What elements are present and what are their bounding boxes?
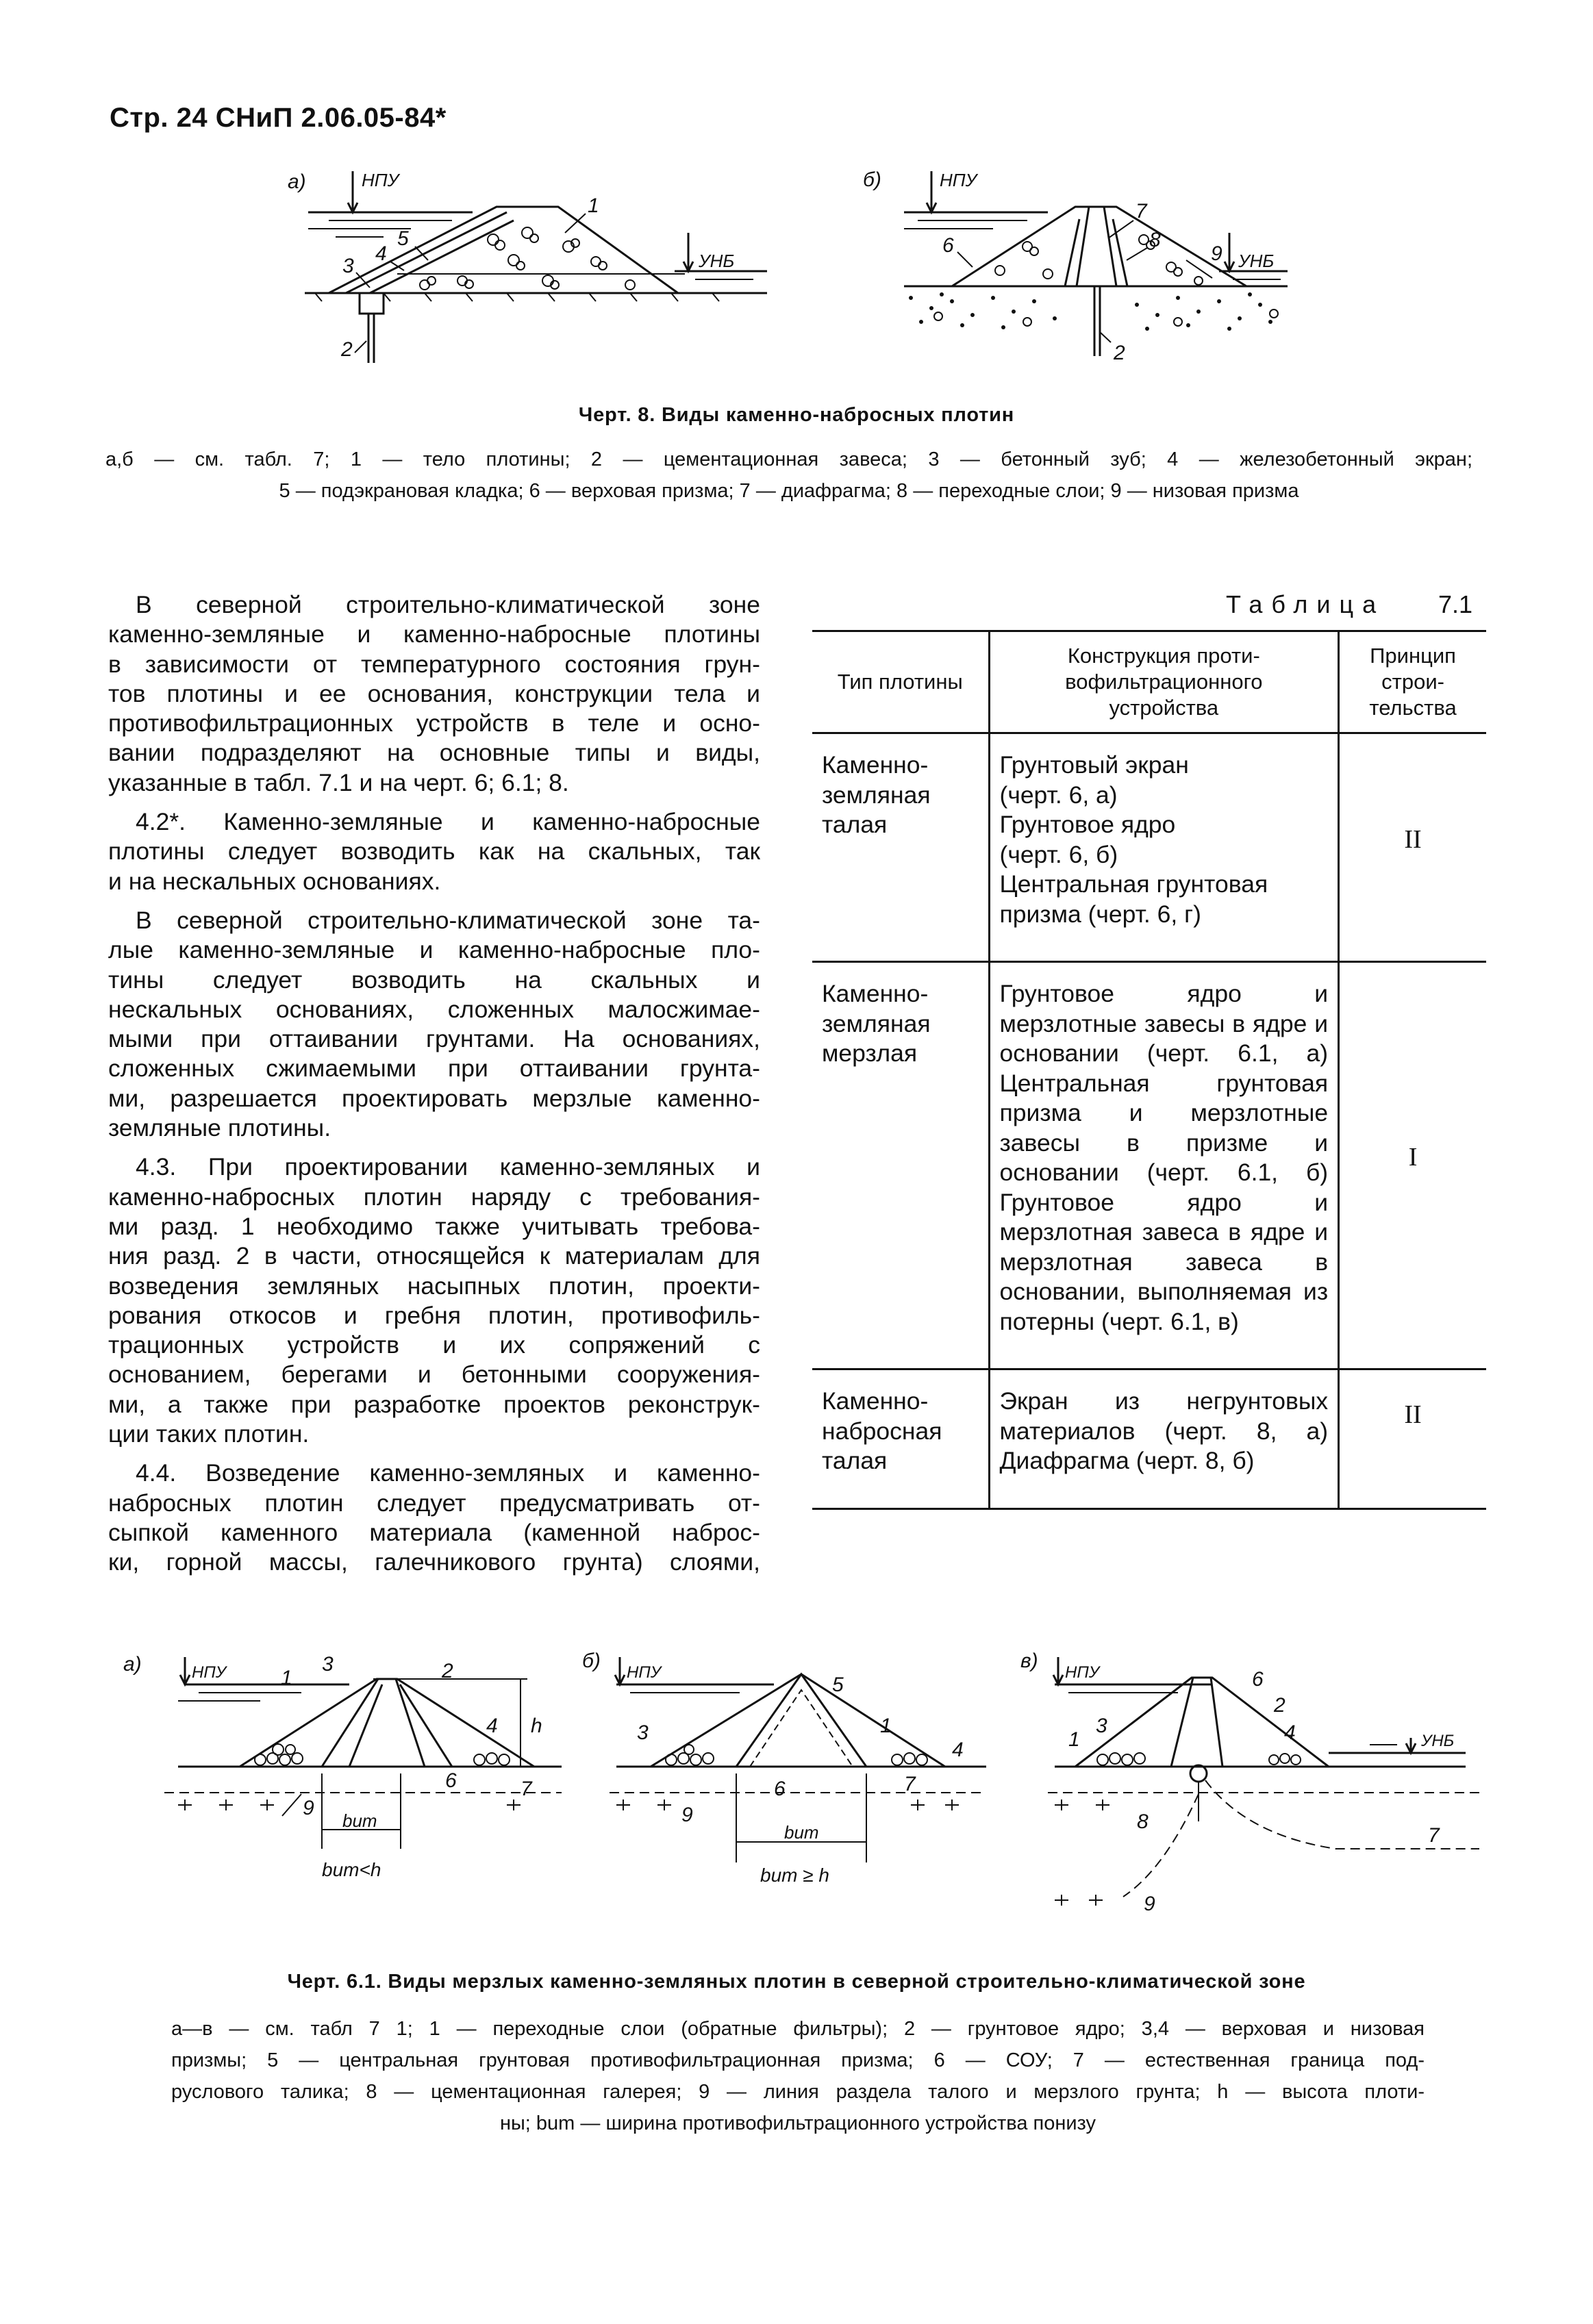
- figure-6-1-title: Черт. 6.1. Виды мерзлых каменно-земляных плотин в северной строительно-климатической зоне: [287, 1971, 1306, 1993]
- figure-6-1-legend-line: а—в — см. табл 7 1; 1 — переходные слои (обратные фильтры); 2 — грунтовое ядро; 3,4 — верховая и низовая: [171, 2018, 1425, 2040]
- figure-8-b-npu: НПУ: [940, 170, 977, 190]
- figure-6-1-c-n6: 6: [1252, 1668, 1264, 1691]
- text-line: земляные плотины.: [108, 1114, 331, 1142]
- figure-8-a-npu: НПУ: [362, 170, 399, 190]
- paragraph-northern-zone: [108, 906, 760, 1143]
- figure-6-1-b-cond: bum ≥ h: [760, 1865, 829, 1886]
- table-header-type: Тип плотины: [812, 631, 989, 733]
- figure-6-1-b-n3: 3: [637, 1721, 649, 1744]
- table-cell-type: Каменно- земляная талая: [812, 733, 989, 962]
- text-line: указанные в табл. 7.1 и на черт. 6; 6.1; 8.: [108, 768, 569, 796]
- figure-6-1-legend-line: призмы; 5 — центральная грунтовая противофильтрационная призма; 6 — СОУ; 7 — естественная граница под-: [171, 2049, 1425, 2071]
- text-line: набросных плотин следует предусматривать от-: [108, 1489, 760, 1517]
- text-line: в зависимости от температурного состояния грун-: [108, 650, 760, 678]
- figure-6-1-c-n1: 1: [1068, 1728, 1080, 1751]
- figure-6-1-drawing: [123, 1643, 1493, 1924]
- table-cell-principle: II: [1339, 1369, 1486, 1509]
- figure-8-a-label: а): [288, 170, 306, 193]
- paragraph-4-2: [108, 807, 760, 896]
- table-header-principle: Принцип строи- тельства: [1339, 631, 1486, 733]
- text-line: каменно-набросных плотин наряду с требования-: [108, 1183, 760, 1211]
- figure-6-1-c-unb: УНБ: [1421, 1732, 1455, 1750]
- text-line: ми, а также при разработке проектов реконструк-: [108, 1390, 760, 1418]
- figure-8-b-n9: 9: [1211, 242, 1222, 265]
- text-line: 4.4. Возведение каменно-земляных и каменно-: [136, 1459, 760, 1487]
- figure-6-1-legend-line: руслового талика; 8 — цементационная галерея; 9 — линия раздела талого и мерзлого грунта; h — высота плоти-: [171, 2081, 1425, 2103]
- table-row: [812, 962, 1486, 1369]
- figure-6-1-a-h: h: [531, 1715, 542, 1737]
- table-cell-construction: Грунтовое ядро и мерзлотные завесы в ядре и основании (черт. 6.1, а) Центральная грунтовая призма и мерзлотные завесы в призме и основании (черт. 6.1, б) Грунтовое ядро и мерзлотная завеса в ядре и мерзлотная завеса в основании, выполняемая из потерны (черт. 6.1, в): [989, 962, 1339, 1369]
- table-cell-construction: Экран из негрунтовых материалов (черт. 8, а) Диафрагма (черт. 8, б): [989, 1369, 1339, 1509]
- figure-6-1-b-label: б): [582, 1650, 601, 1672]
- text-line: трационных устройств и их сопряжений с: [108, 1331, 760, 1359]
- text-line: сыпкой каменного материала (каменной наброс-: [108, 1518, 760, 1546]
- figure-6-1-a-n3: 3: [322, 1653, 334, 1676]
- figure-6-1-a-cond: bum<h: [322, 1859, 381, 1880]
- figure-6-1-c-npu: НПУ: [1065, 1663, 1100, 1682]
- text-line: 4.3. При проектировании каменно-земляных и: [136, 1153, 760, 1181]
- figure-8-title: Черт. 8. Виды каменно-набросных плотин: [578, 404, 1015, 426]
- figure-6-1-c-n7: 7: [1428, 1824, 1440, 1847]
- text-line: тов плотины и ее основания, конструкции тела и: [108, 679, 760, 707]
- table-cell-type: Каменно- набросная талая: [812, 1369, 989, 1509]
- figure-6-1: [123, 1643, 1493, 1924]
- figure-8-b-unb: УНБ: [1238, 251, 1275, 271]
- figure-8-b-n6: 6: [942, 234, 954, 257]
- text-line: вании подразделяют на основные типы и виды,: [108, 739, 760, 767]
- text-line: сложенных сжимаемыми при оттаивании грунта-: [108, 1054, 760, 1083]
- figure-6-1-a-n7: 7: [520, 1778, 532, 1800]
- figure-8-a-n4: 4: [375, 242, 387, 265]
- figure-8-b-n7: 7: [1136, 200, 1147, 223]
- table-cell-type: Каменно- земляная мерзлая: [812, 962, 989, 1369]
- text-line: тины следует возводить на скальных и: [108, 965, 760, 994]
- table-header-construction: Конструкция проти- вофильтрационного устройства: [989, 631, 1339, 733]
- figure-6-1-b-bum: bum: [784, 1822, 819, 1843]
- figure-6-1-b-n4: 4: [952, 1739, 964, 1761]
- figure-6-1-c-n4: 4: [1284, 1721, 1296, 1744]
- figure-8-a-unb: УНБ: [699, 251, 735, 271]
- figure-8-a-n5: 5: [397, 227, 409, 250]
- figure-6-1-b-n6: 6: [774, 1778, 786, 1800]
- text-line: нескальных основаниях, сложенных малосжимае-: [108, 995, 760, 1023]
- figure-6-1-b-npu: НПУ: [627, 1663, 662, 1682]
- paragraph-4-3: [108, 1152, 760, 1449]
- figure-6-1-c-n9: 9: [1144, 1893, 1155, 1915]
- table-title: Таблица: [1226, 590, 1385, 618]
- figure-6-1-a-label: а): [123, 1653, 142, 1676]
- figure-8-b-n8: 8: [1149, 229, 1161, 251]
- text-line: ми разд. 1 необходимо также учитывать требова-: [108, 1212, 760, 1240]
- figure-8-panel-b: [904, 171, 1288, 356]
- figure-8-a-n1: 1: [588, 194, 599, 217]
- paragraph-1: [108, 590, 760, 798]
- figure-8: [288, 157, 1315, 377]
- text-line: ции таких плотин.: [108, 1420, 310, 1448]
- table-row: [812, 733, 1486, 962]
- figure-6-1-c-n3: 3: [1096, 1715, 1107, 1737]
- table-row: [812, 1369, 1486, 1509]
- figure-6-1-legend: [171, 2013, 1425, 2139]
- figure-6-1-a-npu: НПУ: [192, 1663, 227, 1682]
- text-line: В северной строительно-климатической зоне: [136, 591, 760, 618]
- text-line: ния разд. 2 в части, относящейся к материалам для: [108, 1242, 760, 1270]
- text-line: рования откосов и гребня плотин, противофиль-: [108, 1301, 760, 1329]
- figure-8-a-n3: 3: [342, 255, 354, 277]
- figure-6-1-a-n6: 6: [445, 1769, 457, 1792]
- text-line: лые каменно-земляные и каменно-набросные пло-: [108, 936, 760, 964]
- figure-6-1-b-n5: 5: [832, 1673, 844, 1696]
- text-line: мыми при оттаивании грунтами. На основаниях,: [108, 1025, 760, 1053]
- figure-6-1-a-n9: 9: [303, 1797, 314, 1819]
- figure-6-1-a-n2: 2: [442, 1660, 453, 1682]
- table-cell-principle: I: [1339, 962, 1486, 1369]
- table-number: 7.1: [1438, 590, 1473, 618]
- figure-8-panel-a: [305, 171, 767, 363]
- figure-8-legend-line: а,б — см. табл. 7; 1 — тело плотины; 2 — цементационная завеса; 3 — бетонный зуб; 4 — железобетонный экран;: [105, 449, 1472, 470]
- table-cell-construction: Грунтовый экран (черт. 6, а) Грунтовое ядро (черт. 6, б) Центральная грунтовая призма (черт. 6, г): [989, 733, 1339, 962]
- body-text: [108, 590, 760, 1587]
- text-line: каменно-земляные и каменно-набросные плотины: [108, 620, 760, 648]
- figure-8-b-n2: 2: [1114, 342, 1125, 364]
- figure-6-1-legend-line: ны; bum — ширина противофильтрационного устройства понизу: [499, 2112, 1096, 2134]
- text-line: основанием, берегами и бетонными сооружения-: [108, 1361, 760, 1389]
- page-header: Стр. 24 СНиП 2.06.05-84*: [110, 103, 447, 133]
- text-line: возведения земляных насыпных плотин, проекти-: [108, 1272, 760, 1300]
- paragraph-4-4: [108, 1458, 760, 1577]
- figure-8-legend-line: 5 — подэкрановая кладка; 6 — верховая призма; 7 — диафрагма; 8 — переходные слои; 9 — низовая призма: [279, 480, 1299, 502]
- text-line: ки, горной массы, галечникового грунта) слоями,: [108, 1548, 760, 1576]
- figure-6-1-c-n8: 8: [1137, 1810, 1149, 1833]
- figure-6-1-b-n7: 7: [904, 1773, 916, 1795]
- figure-6-1-b-n1: 1: [880, 1715, 892, 1737]
- figure-6-1-b-n9: 9: [681, 1804, 693, 1826]
- figure-8-a-n2: 2: [341, 338, 353, 361]
- text-line: и на нескальных основаниях.: [108, 867, 441, 895]
- figure-6-1-c-n2: 2: [1274, 1694, 1285, 1717]
- table-7-1: [812, 630, 1486, 1510]
- text-line: В северной строительно-климатической зоне та-: [136, 906, 760, 934]
- figure-8-drawing: [288, 157, 1315, 377]
- figure-6-1-c-label: в): [1020, 1650, 1038, 1672]
- text-line: 4.2*. Каменно-земляные и каменно-набросные: [136, 808, 760, 836]
- figure-8-legend: [105, 444, 1472, 507]
- text-line: плотины следует возводить как на скальных, так: [108, 837, 760, 866]
- table-cell-principle: II: [1339, 733, 1486, 962]
- figure-6-1-a-n1: 1: [281, 1667, 292, 1689]
- text-line: противофильтрационных устройств в теле и осно-: [108, 709, 760, 737]
- figure-6-1-panel-c: [1048, 1657, 1479, 1906]
- figure-8-b-label: б): [863, 168, 881, 191]
- text-line: ми, разрешается проектировать мерзлые каменно-: [108, 1084, 760, 1112]
- figure-6-1-a-bum: bum: [342, 1810, 377, 1831]
- figure-6-1-a-n4: 4: [486, 1715, 498, 1737]
